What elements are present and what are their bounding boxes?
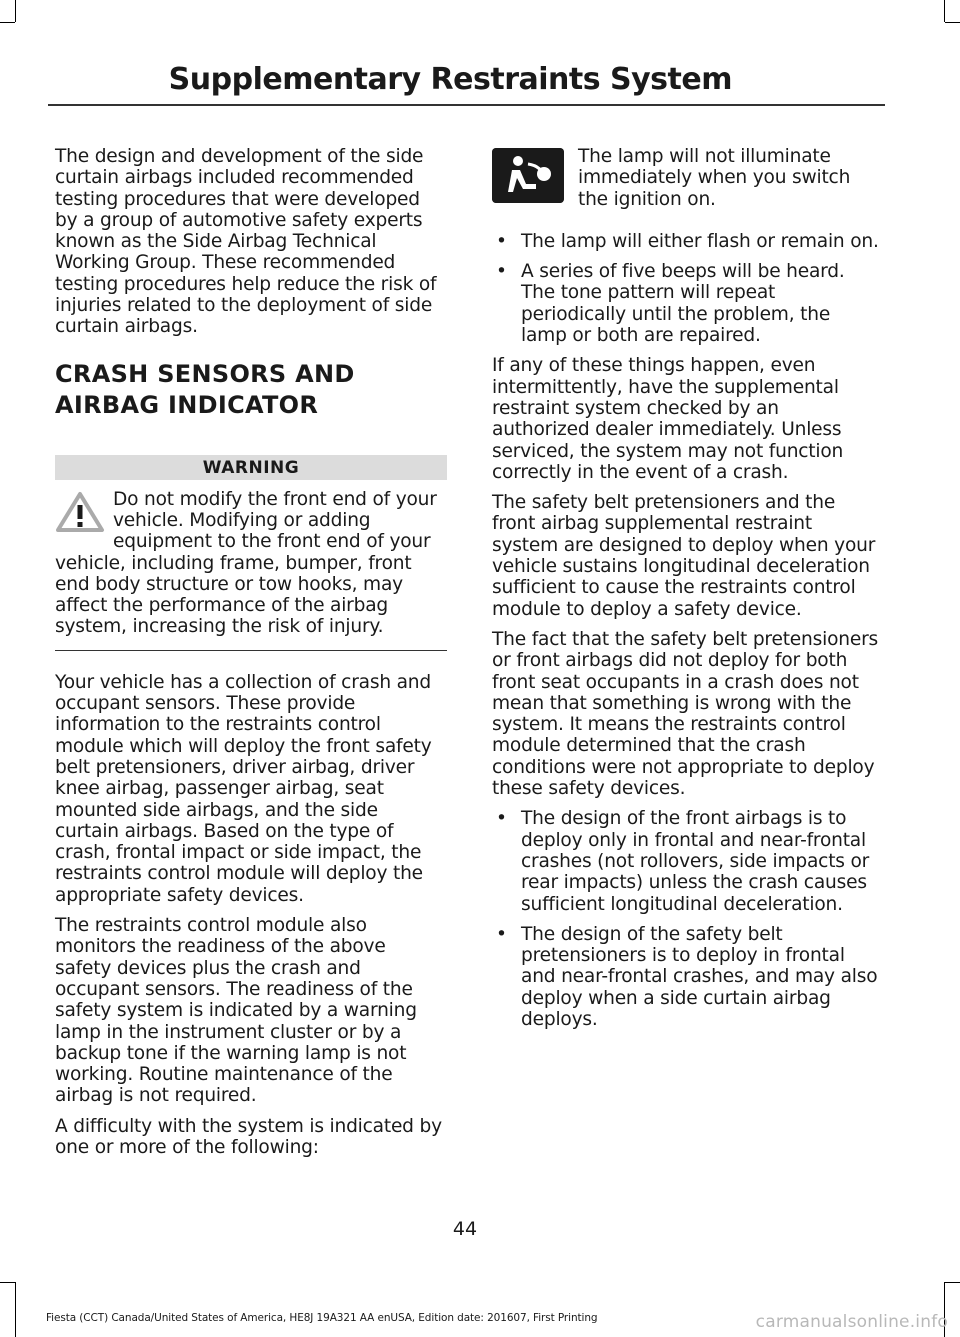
heading-line: CRASH SENSORS AND <box>55 359 355 388</box>
warning-triangle-icon <box>55 491 105 533</box>
page-number: 44 <box>452 1218 478 1240</box>
title-divider <box>48 104 885 106</box>
body-paragraph: The restraints control module also monitors the readiness of the above safety devices plus the crash and occupant sensors. The readiness of the safety system is indicated by a warning lamp in the instrument cluster or by a backup tone if the warning lamp is not working. Routine maintenance of the airbag is not required. <box>55 915 417 1107</box>
bullet-list <box>492 231 880 346</box>
right-column <box>492 146 880 1039</box>
crop-mark <box>0 1282 15 1283</box>
body-paragraph: The fact that the safety belt pretensioners or front airbags did not deploy for both front seat occupants in a crash does not mean that something is wrong with the system. It means the restraints control module determined that the crash conditions were not appropriate to deploy these safety devices. <box>492 628 879 800</box>
list-item: • The lamp will either flash or remain on. <box>492 231 880 252</box>
left-column <box>55 146 447 1167</box>
crop-mark <box>945 1282 960 1283</box>
crop-mark <box>15 1282 16 1337</box>
section-heading <box>55 359 447 421</box>
heading-line: AIRBAG INDICATOR <box>55 390 319 419</box>
warning-block <box>55 489 447 638</box>
list-item: • The design of the safety belt pretensioners is to deploy in frontal and near-frontal crashes, and may also deploy when a side curtain airbag deploys. <box>492 924 880 1030</box>
body-paragraph: If any of these things happen, even intermittently, have the supplemental restraint system checked by an authorized dealer immediately. Unless serviced, the system may not function correctly in the event of a crash. <box>492 355 844 483</box>
bullet-list <box>492 808 880 1030</box>
body-paragraph: Your vehicle has a collection of crash and occupant sensors. These provide information to the restraints control module which will deploy the front safety belt pretensioners, driver airbag, driver knee airbag, passenger airbag, seat mounted side airbags, and the side curtain airbags. Based on the type of crash, frontal impact or side impact, the restraints control module will deploy the appropriate safety devices. <box>55 671 432 906</box>
footer-text: Fiesta (CCT) Canada/United States of America, HE8J 19A321 AA enUSA, Edition date: 201607, First Printing <box>46 1312 598 1324</box>
intro-paragraph: The design and development of the side curtain airbags included recommended testing procedures that were developed by a group of automotive safety experts known as the Side Airbag Technical Working Group. These recommended testing procedures help reduce the risk of injuries related to the deployment of side curtain airbags. <box>55 146 437 338</box>
warning-text: Do not modify the front end of your vehicle. Modifying or adding equipment to the front end of your vehicle, including frame, bumper, front end body structure or tow hooks, may affect the performance of the airbag system, increasing the risk of injury. <box>55 488 437 638</box>
crop-mark <box>15 0 16 22</box>
watermark: carmanualsonline.info <box>755 1312 948 1332</box>
list-item: • The design of the front airbags is to deploy only in frontal and near-frontal crashes (not rollovers, side impacts or rear impacts) unless the crash causes sufficient longitudinal deceleration. <box>492 808 880 914</box>
warning-label: WARNING <box>55 455 447 480</box>
lamp-text: The lamp will not illuminate immediately when you switch the ignition on. <box>578 146 851 210</box>
warning-divider <box>55 650 447 651</box>
body-paragraph: A difficulty with the system is indicated by one or more of the following: <box>55 1115 442 1158</box>
lamp-block <box>492 146 880 210</box>
page-title: Supplementary Restraints System <box>168 62 732 97</box>
body-paragraph: The safety belt pretensioners and the front airbag supplemental restraint system are designed to deploy when your vehicle sustains longitudinal deceleration sufficient to cause the restraints control module to deploy a safety device. <box>492 492 876 620</box>
crop-mark <box>944 0 945 22</box>
list-item: • A series of five beeps will be heard. The tone pattern will repeat periodically until the problem, the lamp or both are repaired. <box>492 261 880 346</box>
crop-mark <box>945 22 960 23</box>
crop-mark <box>0 22 15 23</box>
airbag-warning-lamp-icon <box>492 148 564 203</box>
